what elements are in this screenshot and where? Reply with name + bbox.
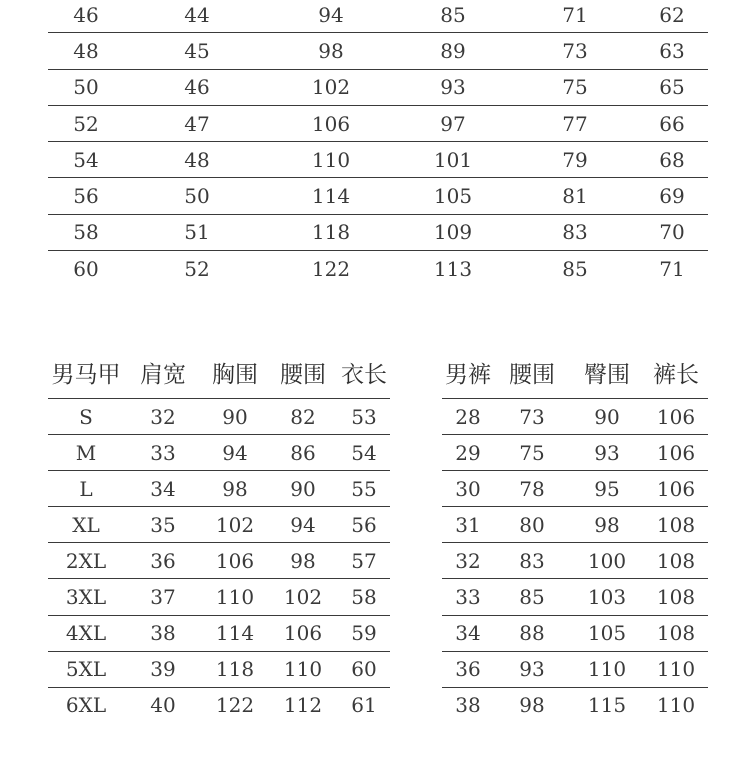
table-cell: 118 [202,651,268,687]
table-cell: S [48,399,124,435]
table-cell: 105 [392,178,514,214]
table-cell: 85 [494,579,570,615]
table-cell: 47 [124,105,270,141]
table-cell: 108 [644,615,708,651]
table-cell: 94 [202,435,268,471]
table-cell: 114 [270,178,392,214]
table-cell: 71 [659,256,685,281]
table-cell: 60 [338,651,390,687]
table-cell: 102 [270,69,392,105]
table-header-row [442,346,708,399]
table-cell: 54 [338,435,390,471]
table-cell: 33 [124,435,202,471]
table-cell: 73 [494,399,570,435]
table-cell: 75 [494,435,570,471]
table-cell: 82 [268,399,338,435]
vest-size-table-body [48,346,390,723]
table-cell: 109 [392,214,514,250]
table-cell: 79 [514,142,636,178]
table-header-cell: 肩宽 [124,346,202,399]
table-cell: 93 [570,435,644,471]
table-cell: 113 [433,256,473,281]
table-cell: 85 [392,0,514,33]
table-cell: 98 [270,33,392,69]
table-cell: 106 [268,615,338,651]
table-cell: 106 [270,105,392,141]
table-cell: L [48,471,124,507]
table-cell: 65 [636,69,708,105]
table-row [48,507,390,543]
table-cell: 36 [124,543,202,579]
table-row [48,214,708,250]
table-cell: 38 [124,615,202,651]
table-cell: 81 [514,178,636,214]
table-header-cell: 腰围 [268,346,338,399]
table-header-cell: 裤长 [644,346,708,399]
table-cell: 98 [519,693,545,718]
table-cell: 35 [124,507,202,543]
table-cell: M [48,435,124,471]
table-cell: 56 [48,178,124,214]
table-cell: 5XL [48,651,124,687]
table-cell: 108 [644,543,708,579]
table-cell: 98 [570,507,644,543]
table-cell: 66 [636,105,708,141]
table-cell: 102 [268,579,338,615]
table-cell: 108 [644,579,708,615]
table-cell: 80 [494,507,570,543]
table-cell: 45 [124,33,270,69]
table-cell: 31 [442,507,494,543]
table-row [442,435,708,471]
table-row [48,142,708,178]
table-cell: 102 [202,507,268,543]
table-cell: 83 [494,543,570,579]
table-cell: 63 [636,33,708,69]
table-header-cell: 胸围 [202,346,268,399]
table-cell: 55 [338,471,390,507]
table-cell: 89 [392,33,514,69]
table-cell: 50 [124,178,270,214]
table-row [442,651,708,687]
table-row [442,615,708,651]
table-header-row [48,346,390,399]
table-cell: 4XL [48,615,124,651]
table-cell: 36 [442,651,494,687]
table-cell: 106 [644,471,708,507]
table-cell: 88 [494,615,570,651]
table-cell: 30 [442,471,494,507]
table-cell: 37 [124,579,202,615]
table-cell: 90 [268,471,338,507]
table-header-cell: 男马甲 [48,346,124,399]
table-cell: 98 [268,543,338,579]
table-cell: 110 [644,651,708,687]
table-cell: 122 [215,693,255,718]
table-cell: 83 [514,214,636,250]
table-cell: 112 [283,693,323,718]
table-cell: 62 [636,0,708,33]
table-cell: 106 [644,399,708,435]
table-cell: 58 [48,214,124,250]
table-cell: 60 [73,256,99,281]
table-cell: 48 [48,33,124,69]
table-header-cell: 衣长 [338,346,390,399]
size-table-top-body [48,0,708,286]
table-cell: 54 [48,142,124,178]
table-cell: 101 [392,142,514,178]
table-cell: 40 [150,693,176,718]
table-cell: 59 [338,615,390,651]
table-cell: 106 [644,435,708,471]
table-row [48,435,390,471]
table-cell: 34 [442,615,494,651]
table-cell: 93 [392,69,514,105]
table-cell: 93 [494,651,570,687]
table-cell: 61 [351,693,377,718]
table-row [48,178,708,214]
table-cell: 90 [570,399,644,435]
table-row [48,543,390,579]
pants-size-table [442,346,708,723]
table-cell: 50 [48,69,124,105]
table-row [442,687,708,723]
table-cell: 52 [48,105,124,141]
table-cell: 2XL [48,543,124,579]
table-cell: 108 [644,507,708,543]
table-row [48,33,708,69]
table-cell: 34 [124,471,202,507]
table-row [442,507,708,543]
table-cell: 86 [268,435,338,471]
table-cell: 115 [587,693,627,718]
table-cell: 51 [124,214,270,250]
table-cell: 32 [442,543,494,579]
table-row [442,579,708,615]
table-cell: 46 [124,69,270,105]
table-cell: 48 [124,142,270,178]
table-cell: 58 [338,579,390,615]
table-cell: 39 [124,651,202,687]
table-cell: 6XL [65,693,107,718]
table-row [48,69,708,105]
table-cell: 28 [442,399,494,435]
table-cell: 122 [311,256,351,281]
table-row [48,651,390,687]
table-cell: 98 [202,471,268,507]
table-cell: 71 [514,0,636,33]
table-cell: 3XL [48,579,124,615]
vest-size-table [48,346,390,723]
table-cell: 68 [636,142,708,178]
table-row [48,399,390,435]
table-cell: 90 [202,399,268,435]
table-row [442,471,708,507]
table-cell: 110 [270,142,392,178]
table-cell: 70 [636,214,708,250]
table-row [48,579,390,615]
table-cell: 94 [270,0,392,33]
table-cell: 97 [392,105,514,141]
table-cell: 53 [338,399,390,435]
table-cell: XL [48,507,124,543]
table-row [48,0,708,33]
table-cell: 94 [268,507,338,543]
table-row [48,251,708,287]
size-table-top [48,0,708,286]
table-cell: 57 [338,543,390,579]
table-cell: 32 [124,399,202,435]
table-row [48,687,390,723]
table-row [48,471,390,507]
table-cell: 110 [656,693,696,718]
table-cell: 29 [442,435,494,471]
table-header-cell: 臀围 [570,346,644,399]
table-cell: 46 [48,0,124,33]
table-cell: 38 [455,693,481,718]
table-row [442,399,708,435]
pants-size-table-body [442,346,708,723]
table-cell: 52 [184,256,210,281]
table-cell: 95 [570,471,644,507]
table-cell: 44 [124,0,270,33]
table-cell: 100 [570,543,644,579]
table-cell: 77 [514,105,636,141]
table-cell: 73 [514,33,636,69]
table-cell: 114 [202,615,268,651]
table-cell: 106 [202,543,268,579]
table-cell: 105 [570,615,644,651]
table-cell: 110 [268,651,338,687]
table-cell: 56 [338,507,390,543]
table-cell: 75 [514,69,636,105]
table-cell: 103 [570,579,644,615]
table-cell: 110 [202,579,268,615]
table-cell: 85 [562,256,588,281]
table-row [442,543,708,579]
table-row [48,105,708,141]
table-cell: 110 [570,651,644,687]
table-row [48,615,390,651]
table-cell: 69 [636,178,708,214]
table-cell: 118 [270,214,392,250]
table-cell: 78 [494,471,570,507]
table-header-cell: 腰围 [494,346,570,399]
table-header-cell: 男裤 [442,346,494,399]
table-cell: 33 [442,579,494,615]
